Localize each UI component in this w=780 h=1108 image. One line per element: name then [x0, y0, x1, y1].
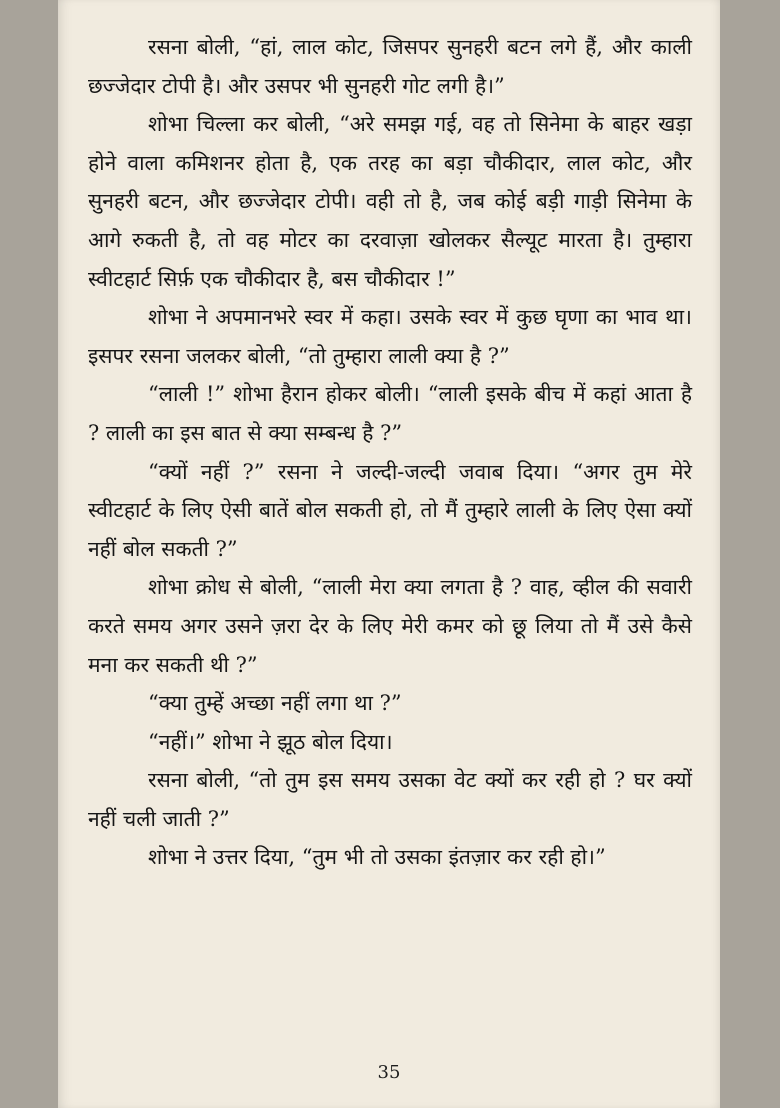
paragraph-5: “क्यों नहीं ?” रसना ने जल्दी-जल्दी जवाब दिया। “अगर तुम मेरे स्वीटहार्ट के लिए ऐसी बातें बोल सकती हो, तो मैं तुम्हारे लाली के लिए ऐसा क्यों नहीं बोल सकती ?” — [88, 459, 692, 561]
paragraph-6: शोभा क्रोध से बोली, “लाली मेरा क्या लगता है ? वाह, व्हील की सवारी करते समय अगर उसने ज़रा देर के लिए मेरी कमर को छू लिया तो मैं उसे कैसे मना कर सकती थी ?” — [88, 575, 692, 677]
paragraph-9: रसना बोली, “तो तुम इस समय उसका वेट क्यों कर रही हो ? घर क्यों नहीं चली जाती ?” — [88, 768, 692, 831]
paragraph-4: “लाली !” शोभा हैरान होकर बोली। “लाली इसके बीच में कहां आता है ? लाली का इस बात से क्या सम्बन्ध है ?” — [88, 382, 692, 445]
paragraph-8: “नहीं।” शोभा ने झूठ बोल दिया। — [148, 729, 393, 754]
paragraph-3: शोभा ने अपमानभरे स्वर में कहा। उसके स्वर में कुछ घृणा का भाव था। इसपर रसना जलकर बोली, “तो तुम्हारा लाली क्या है ?” — [88, 305, 692, 368]
book-page — [58, 0, 720, 1108]
paragraph-1: रसना बोली, “हां, लाल कोट, जिसपर सुनहरी बटन लगे हैं, और काली छज्जेदार टोपी है। और उसपर भी सुनहरी गोट लगी है।” — [88, 35, 692, 98]
paragraph-2: शोभा चिल्ला कर बोली, “अरे समझ गई, वह तो सिनेमा के बाहर खड़ा होने वाला कमिशनर होता है, एक तरह का बड़ा चौकीदार, लाल कोट, और सुनहरी बटन, और छज्जेदार टोपी। वही तो है, जब कोई बड़ी गाड़ी सिनेमा के आगे रुकती है, तो वह मोटर का दरवाज़ा खोलकर सैल्यूट मारता है। तुम्हारा स्वीटहार्ट सिर्फ़ एक चौकीदार है, बस चौकीदार !” — [88, 112, 692, 291]
text-body — [88, 28, 692, 877]
page-number: 35 — [377, 1062, 401, 1083]
paragraph-10: शोभा ने उत्तर दिया, “तुम भी तो उसका इंतज़ार कर रही हो।” — [148, 845, 606, 870]
paragraph-7: “क्या तुम्हें अच्छा नहीं लगा था ?” — [148, 691, 402, 716]
